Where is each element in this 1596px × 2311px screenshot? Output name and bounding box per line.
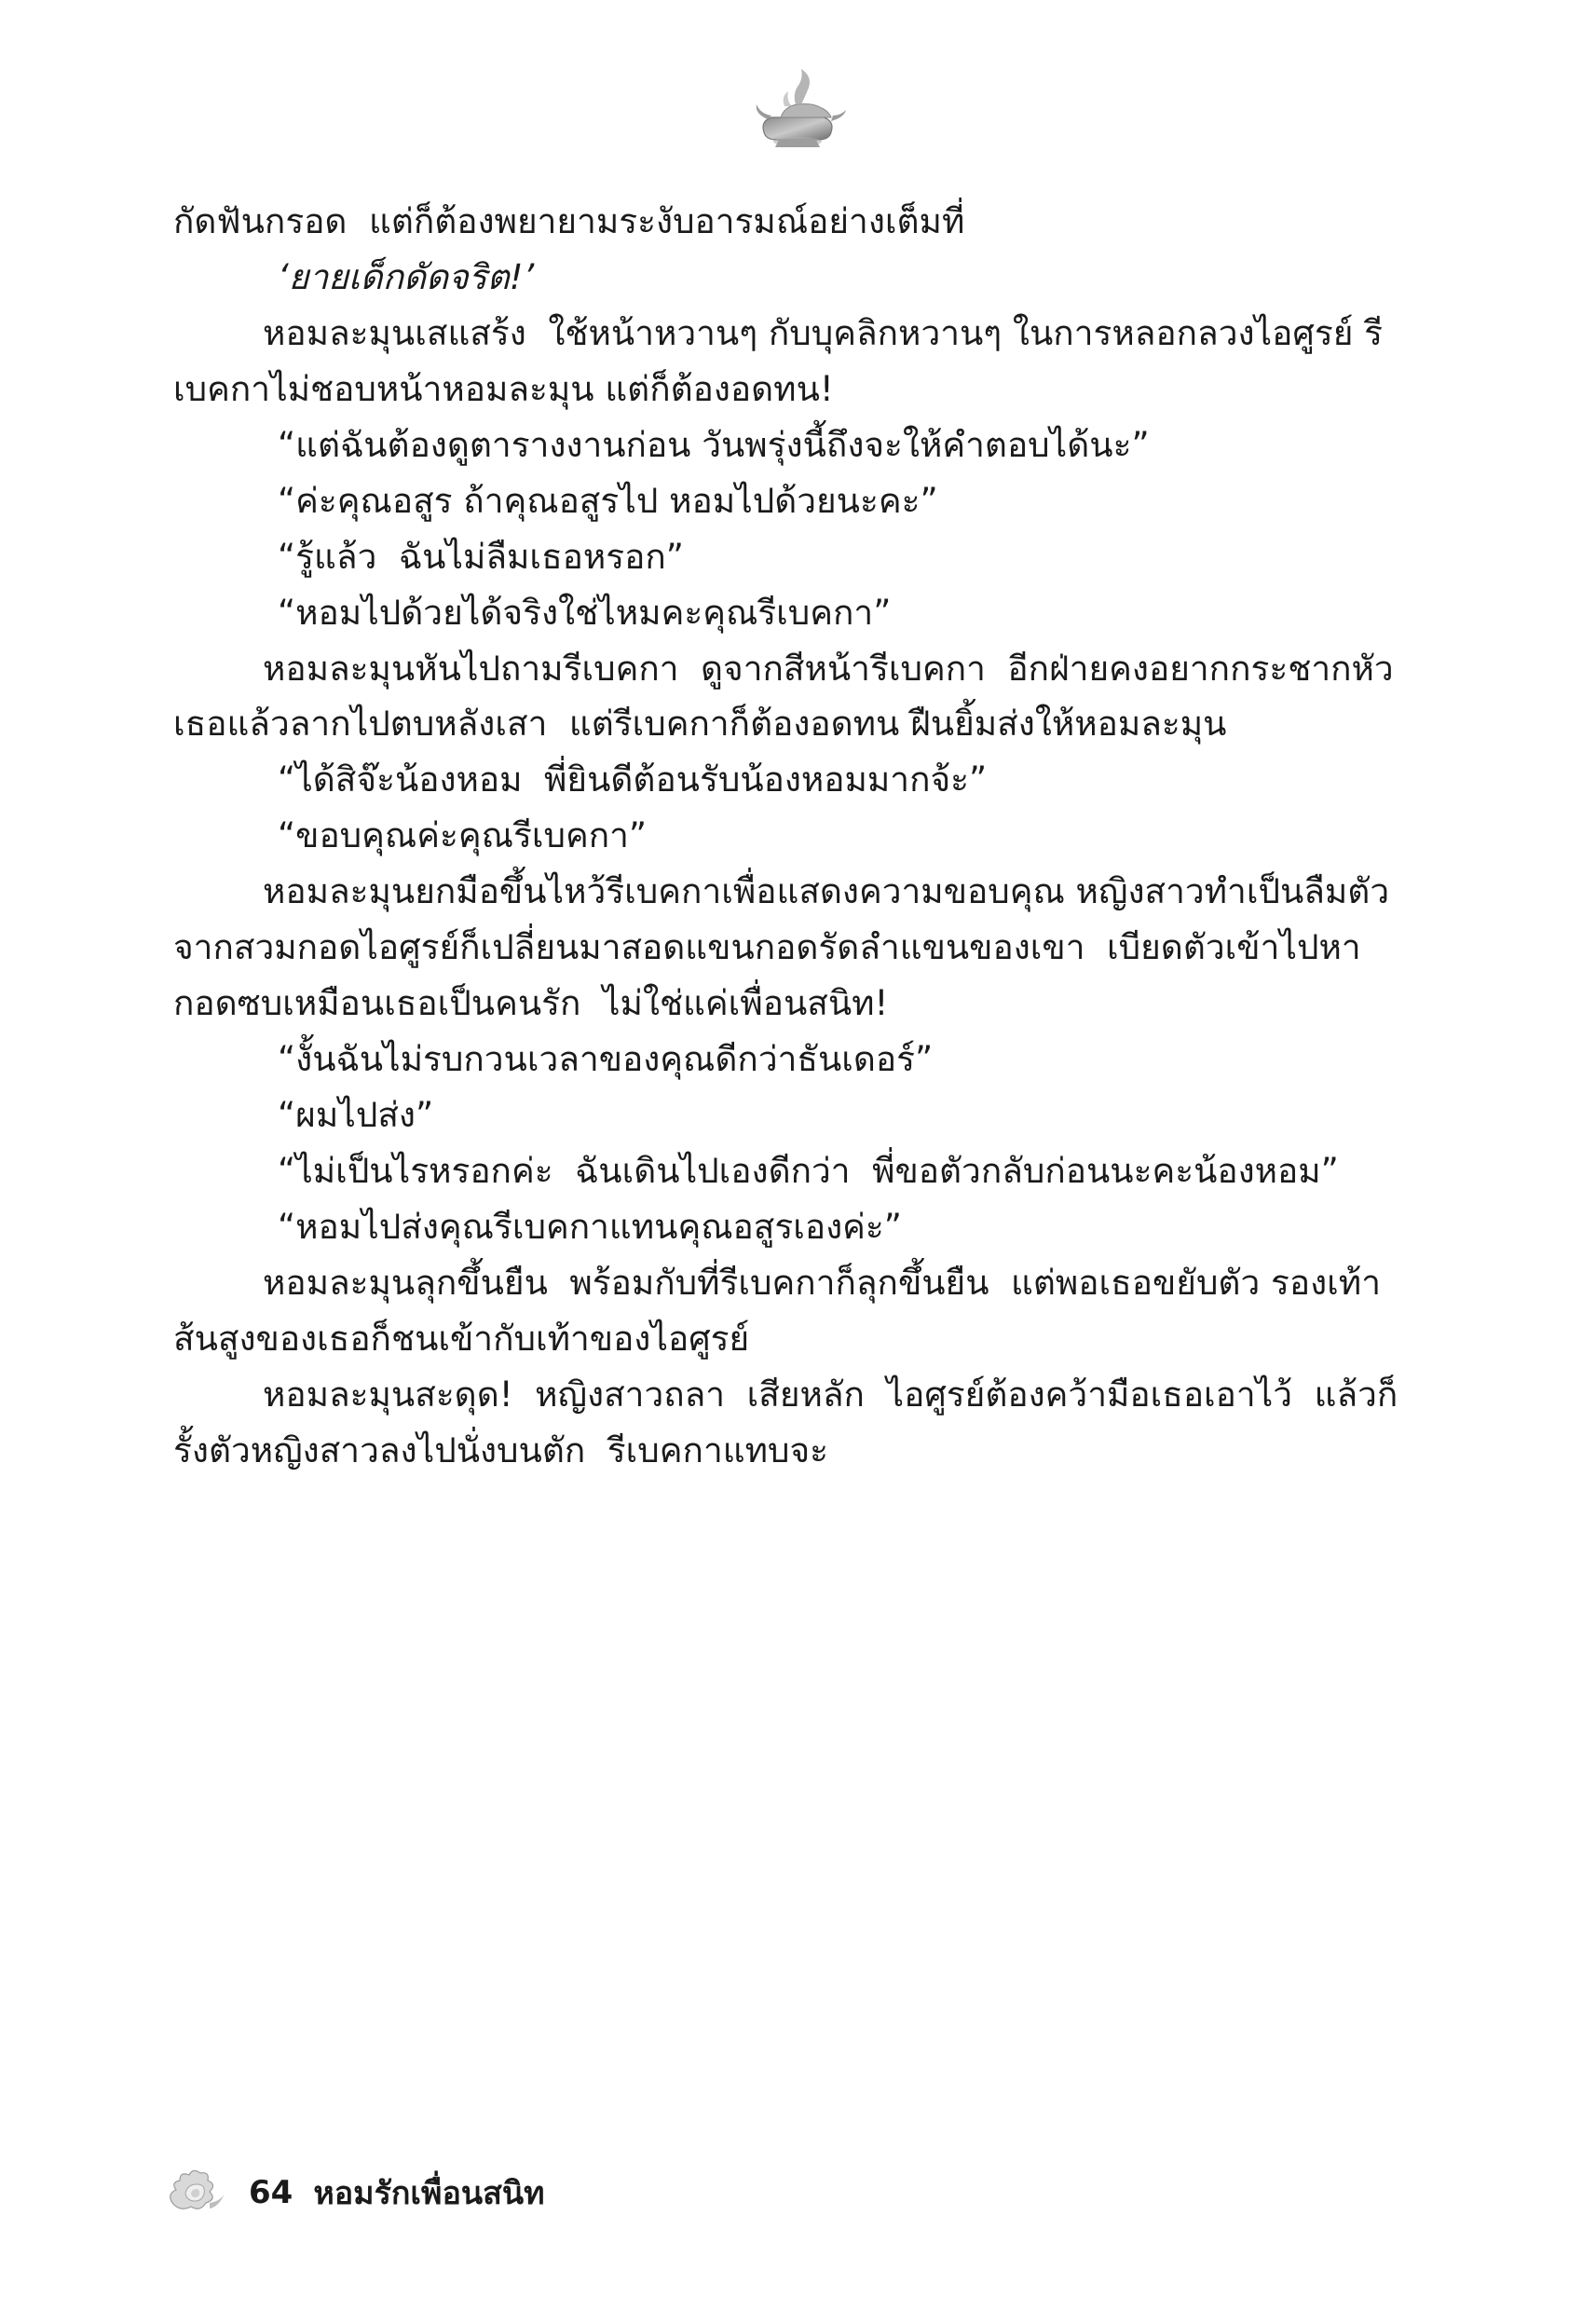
paragraph: หอมละมุนเสแสร้ง ใช้หน้าหวานๆ กับบุคลิกหวานๆ ในการหลอกลวงไอศูรย์ รีเบคกาไม่ชอบหน้าหอมละมุน แต่ก็ต้องอดทน! — [173, 312, 1384, 409]
page-footer — [163, 2160, 545, 2225]
paragraph-dialogue: “ขอบคุณค่ะคุณรีเบคกา” — [278, 815, 648, 856]
paragraph-dialogue: “ผมไปส่ง” — [278, 1095, 434, 1135]
paragraph: หอมละมุนยกมือขึ้นไหว้รีเบคกาเพื่อแสดงความขอบคุณ หญิงสาวทำเป็นลืมตัว จากสวมกอดไอศูรย์ก็เปลี่ยนมาสอดแขนกอดรัดลำแขนของเขา เบียดตัวเข้าไปหา กอดซบเหมือนเธอเป็นคนรัก ไม่ใช่แค่เพื่อนสนิท! — [173, 871, 1412, 1024]
page-body-text — [173, 194, 1412, 1479]
paragraph-dialogue: “งั้นฉันไม่รบกวนเวลาของคุณดีกว่าธันเดอร์” — [278, 1039, 934, 1080]
book-title: หอมรักเพื่อนสนิท — [313, 2175, 545, 2212]
page-number: 64 — [249, 2174, 293, 2211]
paragraph: หอมละมุนสะดุด! หญิงสาวถลา เสียหลัก ไอศูรย์ต้องคว้ามือเธอเอาไว้ แล้วก็รั้งตัวหญิงสาวลงไปนั่งบนตัก รีเบคกาแทบจะ — [173, 1374, 1398, 1470]
paragraph: หอมละมุนหันไปถามรีเบคกา ดูจากสีหน้ารีเบคกา อีกฝ่ายคงอยากกระชากหัวเธอแล้วลากไปตบหลังเสา แต่รีเบคกาก็ต้องอดทน ฝืนยิ้มส่งให้หอมละมุน — [173, 648, 1394, 745]
rose-flower-icon — [163, 2160, 228, 2225]
paragraph-dialogue: “รู้แล้ว ฉันไม่ลืมเธอหรอก” — [278, 536, 684, 577]
paragraph-dialogue: “แต่ฉันต้องดูตารางงานก่อน วันพรุ่งนี้ถึงจะให้คำตอบได้นะ” — [278, 424, 1150, 465]
paragraph-dialogue: “ค่ะคุณอสูร ถ้าคุณอสูรไป หอมไปด้วยนะคะ” — [278, 480, 938, 521]
paragraph-dialogue: “หอมไปส่งคุณรีเบคกาแทนคุณอสูรเองค่ะ” — [278, 1206, 902, 1247]
paragraph-dialogue: “ไม่เป็นไรหรอกค่ะ ฉันเดินไปเองดีกว่า พี่ขอตัวกลับก่อนนะคะน้องหอม” — [278, 1150, 1339, 1191]
paragraph: หอมละมุนลุกขึ้นยืน พร้อมกับที่รีเบคกาก็ลุกขึ้นยืน แต่พอเธอขยับตัว รองเท้าส้นสูงของเธอก็ชนเข้ากับเท้าของไอศูรย์ — [173, 1262, 1381, 1359]
paragraph-dialogue: “ได้สิจ๊ะน้องหอม พี่ยินดีต้อนรับน้องหอมมากจ้ะ” — [278, 759, 988, 800]
paragraph-inner-thought: ‘ยายเด็กดัดจริต!’ — [278, 256, 535, 297]
paragraph: กัดฟันกรอด แต่ก็ต้องพยายามระงับอารมณ์อย่างเต็มที่ — [173, 201, 965, 241]
paragraph-dialogue: “หอมไปด้วยได้จริงใช่ไหมคะคุณรีเบคกา” — [278, 592, 892, 633]
oil-lamp-ornament-icon — [0, 65, 1596, 157]
